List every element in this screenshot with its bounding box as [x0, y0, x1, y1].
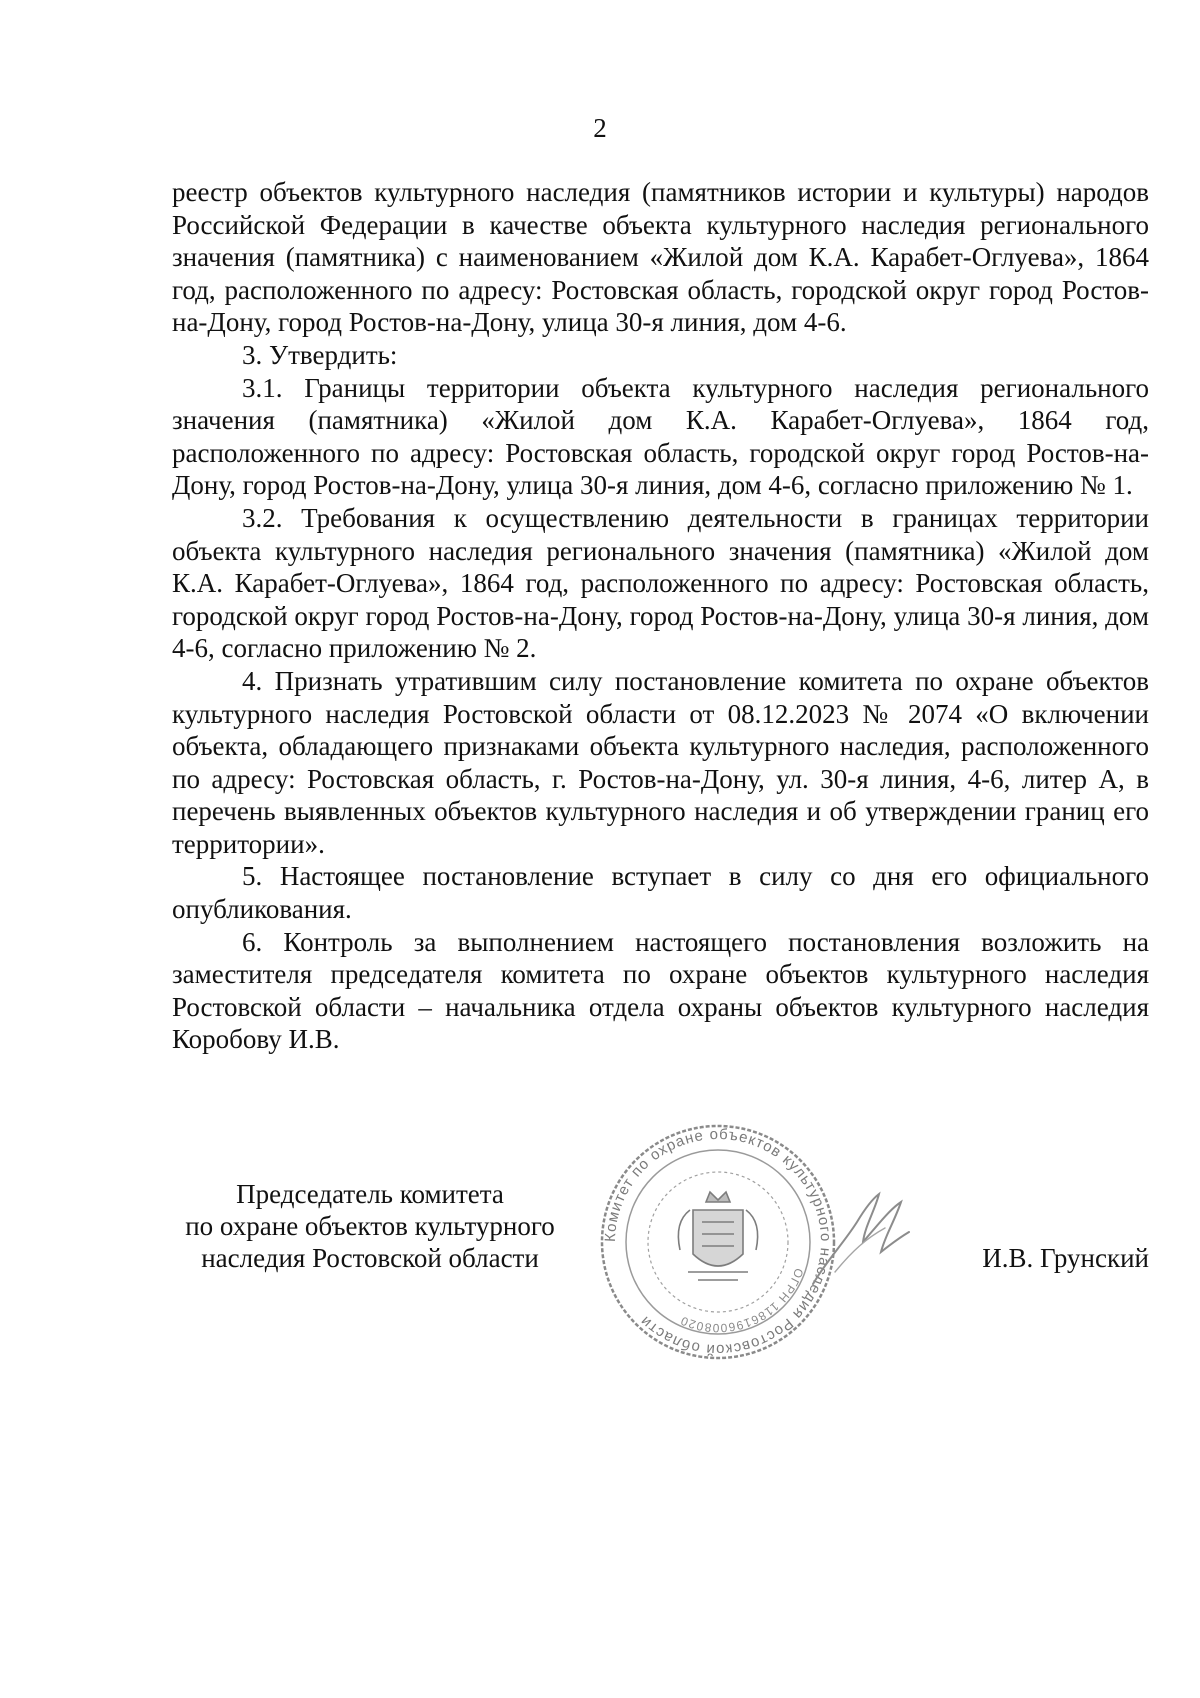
- signatory-position: [150, 1178, 590, 1274]
- paragraph: 3.2. Требования к осуществлению деятельности в границах территории объекта культурного наследия регионального значения (памятника) «Жилой дом К.А. Карабет-Оглуева», 1864 год, расположенного по адресу: Ростовская область, городской округ город Ростов-на-Дону, город Ростов-на-Дону, улица 30-я линия, дом 4-6, согласно приложению № 2.: [172, 502, 1149, 664]
- paragraph: реестр объектов культурного наследия (памятников истории и культуры) народов Российской Федерации в качестве объекта культурного наследия регионального значения (памятника) с наименованием «Жилой дом К.А. Карабет-Оглуева», 1864 год, расположенного по адресу: Ростовская область, городской округ город Ростов-на-Дону, город Ростов-на-Дону, улица 30-я линия, дом 4-6.: [172, 177, 1149, 338]
- seal-inner-text: ОГРН 1186196008020: [677, 1266, 807, 1336]
- signatory-position-line: Председатель комитета: [236, 1179, 504, 1209]
- coat-of-arms-icon: [678, 1192, 757, 1280]
- paragraph: 3. Утвердить:: [242, 339, 398, 370]
- paragraph: 6. Контроль за выполнением настоящего постановления возложить на заместителя председателя комитета по охране объектов культурного наследия Ростовской области – начальника отдела охраны объектов культурного наследия Коробову И.В.: [172, 926, 1149, 1055]
- paragraph: 3.1. Границы территории объекта культурного наследия регионального значения (памятника) «Жилой дом К.А. Карабет-Оглуева», 1864 год, расположенного по адресу: Ростовская область, городской округ город Ростов-на-Дону, город Ростов-на-Дону, улица 30-я линия, дом 4-6, согласно приложению № 1.: [172, 372, 1149, 501]
- signatory-position-line: наследия Ростовской области: [201, 1243, 539, 1273]
- signatory-name: И.В. Грунский: [982, 1243, 1149, 1273]
- official-seal: [598, 1122, 838, 1362]
- paragraph: 4. Признать утратившим силу постановление комитета по охране объектов культурного наследия Ростовской области от 08.12.2023 № 2074 «О включении объекта, обладающего признаками объекта культурного наследия, расположенного по адресу: Ростовская область, г. Ростов-на-Дону, ул. 30-я линия, 4-6, литер А, в перечень выявленных объектов культурного наследия и об утверждении границ его территории».: [172, 665, 1149, 859]
- signatory-position-line: по охране объектов культурного: [185, 1211, 555, 1241]
- page-number: 2: [593, 113, 607, 143]
- handwritten-signature: [805, 1180, 915, 1300]
- document-body: [172, 176, 1149, 1056]
- seal-outer-text: Комитет по охране объектов культурного наследия Ростовской области: [601, 1125, 835, 1359]
- paragraph: 5. Настоящее постановление вступает в силу со дня его официального опубликования.: [172, 861, 1149, 925]
